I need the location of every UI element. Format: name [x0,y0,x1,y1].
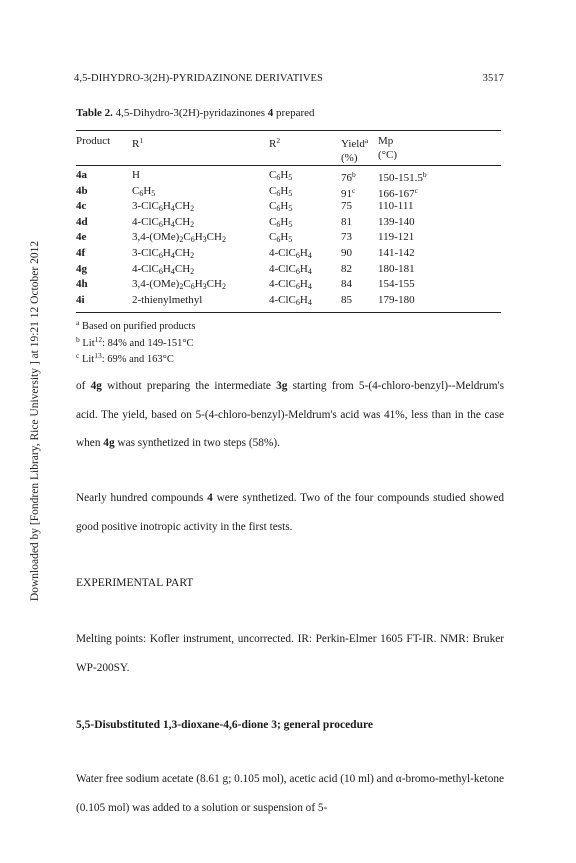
cell-yield: 73 [341,231,352,244]
cell-mp: 150-151.5$^b$ [378,170,427,184]
download-watermark: Downloaded by [Fondren Library, Rice University ] at 19:21 12 October 2012 [29,240,41,602]
running-head-title: 4,5-DIHYDRO-3(2H)-PYRIDAZINONE DERIVATIVES [74,73,323,84]
cell-r1: $4-ClC_6H_4CH_2$ [132,215,195,229]
cell-mp: 141-142 [378,246,415,259]
table-row [76,263,501,279]
running-head [74,73,504,84]
cell-mp: 166-167$^c$ [378,185,419,200]
cell-r1: H [132,169,140,181]
header-mp: Mp (°C) [378,131,501,166]
cell-r2: $4-ClC_6H_4$ [269,262,312,276]
cell-product: 4h [76,278,88,291]
cell-yield: 82 [341,262,352,275]
cell-yield: 85 [341,293,352,306]
cell-r2: $C_6H_5$ [269,169,293,182]
header-r2: $R^2$ [269,131,341,166]
page-number: 3517 [482,73,504,84]
body-paragraph-4: Water free sodium acetate (8.61 g; 0.105 mol), acetic acid (10 ml) and α-bromo-methyl-ketone (0.105 mol) was added to a solution or suspension of 5- [76,773,504,814]
cell-product: 4i [76,293,85,306]
table-row [76,216,501,232]
cell-r2: $C_6H_5$ [269,215,293,229]
cell-product: 4g [76,262,87,275]
table-row [76,185,501,201]
body-paragraph-3: Melting points: Kofler instrument, uncorrected. IR: Perkin-Elmer 1605 FT-IR. NMR: Bruker WP-200SY. [76,633,504,674]
header-product: Product [76,131,132,166]
cell-r1: $4-ClC_6H_4CH_2$ [132,262,195,276]
table-body [76,166,501,310]
header-yield: Yield$^a$ (%) [341,131,378,166]
table-header-row [76,131,501,166]
cell-r1: $C_6H_5$ [132,184,156,198]
body-paragraph-2: Nearly hundred compounds 4 were synthetized. Two of the four compounds studied showed good positive inotropic activity in the first tests. [76,492,504,533]
table-row [76,166,501,185]
caption-text: 4,5-Dihydro-3(2H)-pyridazinones [115,107,266,119]
cell-product: 4b [76,184,88,197]
cell-product: 4a [76,169,87,181]
cell-yield: 76$^b$ [341,170,356,184]
cell-yield: 84 [341,278,352,291]
cell-yield: 81 [341,215,352,228]
caption-text-end: prepared [276,107,315,119]
header-r1: $R^1$ [132,131,269,166]
caption-compound-number: 4 [267,107,274,119]
cell-product: 4e [76,231,87,244]
cell-product: 4f [76,246,86,259]
cell-r1: $3-ClC_6H_4CH_2$ [132,246,195,260]
table-row [76,200,501,216]
section-heading: EXPERIMENTAL PART [76,577,194,589]
cell-r2: $C_6H_5$ [269,231,293,245]
footnote: $^c$ Lit$^{13}$: 69% and 163°C [76,351,174,366]
cell-mp: 119-121 [378,231,415,244]
data-table [76,130,501,367]
cell-product: 4d [76,215,88,228]
cell-product: 4c [76,200,87,213]
table-bottom-rule [76,312,501,313]
footnote: $^a$ Based on purified products [76,318,196,333]
cell-mp: 179-180 [378,293,415,306]
body-paragraph-1: of 4g without preparing the intermediate 3g starting from 5-(4-chloro-benzyl)--Meldrum's acid. The yield, based on 5-(4-chloro-benzyl)-Meldrum's acid was 41%, less than in the case when 4g was synthetized in two steps (58%). [76,380,504,449]
cell-mp: 180-181 [378,262,415,275]
cell-r2: $C_6H_5$ [269,200,293,214]
cell-r1: $3-ClC_6H_4CH_2$ [132,200,195,214]
cell-mp: 139-140 [378,215,415,228]
cell-mp: 154-155 [378,278,415,291]
cell-r1: $3,4-(OMe)_2C_6H_3CH_2$ [132,278,226,292]
cell-r2: $C_6H_5$ [269,184,293,198]
footnote: $^b$ Lit$^{12}$: 84% and 149-151°C [76,334,194,349]
cell-r2: $4-ClC_6H_4$ [269,278,312,292]
cell-mp: 110-111 [378,200,414,213]
cell-r2: $4-ClC_6H_4$ [269,246,312,260]
cell-r2: $4-ClC_6H_4$ [269,293,312,307]
table-row [76,294,501,310]
table-row [76,231,501,247]
cell-yield: 91$^c$ [341,185,356,200]
cell-yield: 90 [341,246,352,259]
table-row [76,247,501,263]
cell-r1: 2-thienylmethyl [132,293,203,306]
table-caption [76,107,315,119]
table-row [76,278,501,294]
table-footnotes [76,317,501,367]
caption-label: Table 2. [76,107,113,119]
cell-r1: $3,4-(OMe)_2C_6H_3CH_2$ [132,231,226,245]
cell-yield: 75 [341,200,352,213]
procedure-subheading: 5,5-Disubstituted 1,3-dioxane-4,6-dione 3; general procedure [76,719,373,731]
